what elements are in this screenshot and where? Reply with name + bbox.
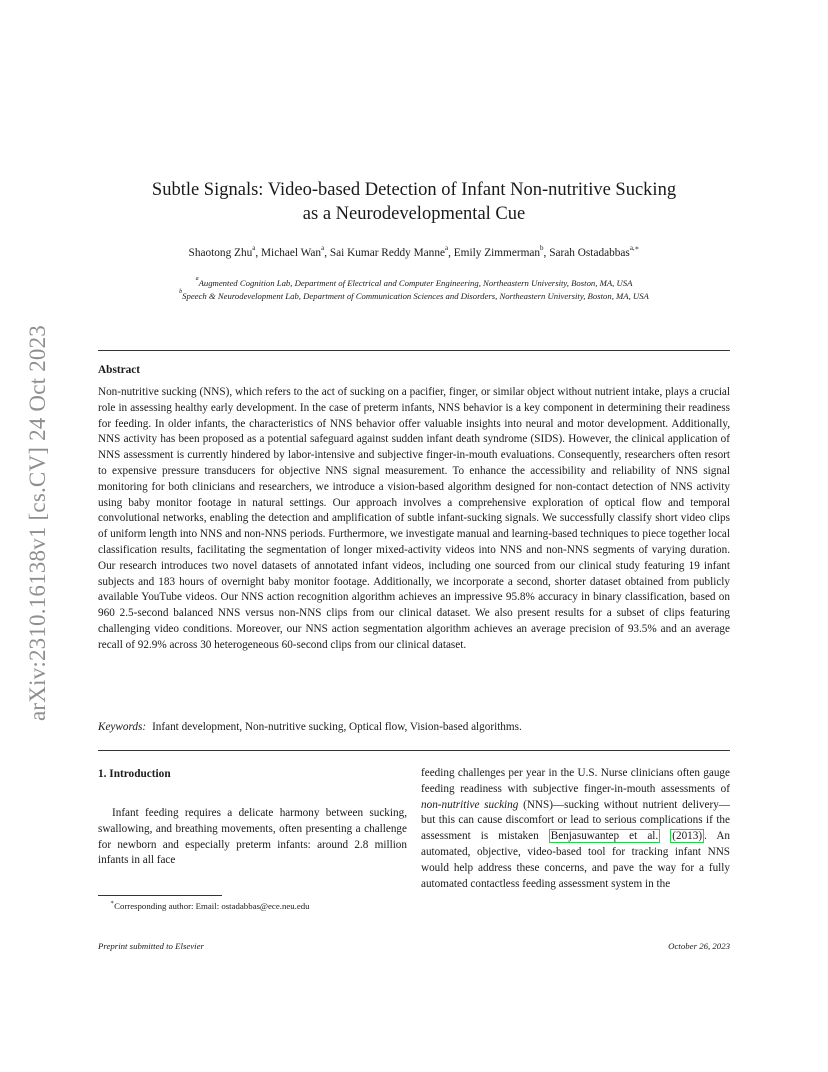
author-affiliation-mark: a <box>445 244 449 252</box>
intro-text: feeding challenges per year in the U.S. Nurse clinicians often gauge feeding readiness with subjective finger-in-mouth assessments of <box>421 767 730 795</box>
affiliation-mark: a <box>195 276 199 282</box>
keywords-label: Keywords: <box>98 721 147 733</box>
citation-year-link[interactable]: (2013) <box>672 830 703 843</box>
abstract-body: Non-nutritive sucking (NNS), which refers to the act of sucking on a pacifier, finger, or similar object without nutrient intake, plays a crucial role in assessing healthy early development. In the case of preterm infants, NNS behavior is a key component in determining their readiness for feeding. In older infants, the characteristics of NNS behavior offer valuable insights into neural and motor development. Additionally, NNS activity has been proposed as a potential safeguard against sudden infant death syndrome (SIDS). However, the clinical application of NNS assessment is currently hindered by labor-intensive and subjective finger-in-mouth evaluations. Consequently, researchers often resort to expensive pressure transducers for objective NNS signal measurement. To enhance the accessibility and reliability of NNS signal monitoring for both clinicians and researchers, we introduce a vision-based algorithm designed for non-contact detection of NNS activity using baby monitor footage in natural settings. Our approach involves a comprehensive exploration of optical flow and temporal convolutional networks, enabling the detection and amplification of subtle infant-sucking signals. We successfully classify short video clips of uniform length into NNS and non-NNS periods. Furthermore, we investigate manual and learning-based techniques to piece together local classification results, facilitating the segmentation of longer mixed-activity videos into NNS and non-NNS segments of varying duration. Our research introduces two novel datasets of annotated infant videos, including one sourced from our clinical study featuring 19 infant subjects and 183 hours of overnight baby monitor footage. Additionally, we incorporate a second, shorter dataset obtained from publicly available YouTube videos. Our NNS action recognition algorithm achieves an impressive 95.8% accuracy in binary classification, based on 960 2.5-second balanced NNS versus non-NNS clips from our clinical dataset. We also present results for a subset of clips featuring challenging video conditions. Moreover, our NNS action segmentation algorithm achieves an average precision of 93.5% and an average recall of 92.9% across 30 heterogeneous 60-second clips from our clinical dataset. <box>98 386 730 651</box>
arxiv-identifier <box>22 288 54 758</box>
author-name: Michael Wan <box>261 247 322 259</box>
affiliation-text: Speech & Neurodevelopment Lab, Department of Communication Sciences and Disorders, Northeastern University, Boston, MA, USA <box>182 291 649 301</box>
abstract-heading: Abstract <box>98 364 141 376</box>
preprint-note: Preprint submitted to Elsevier <box>98 941 204 951</box>
intro-right-column <box>421 766 730 892</box>
author-affiliation-mark: b <box>540 244 544 252</box>
citation-link[interactable]: Benjasuwantep et al. <box>550 830 659 843</box>
footnote-mark: ∗ <box>110 900 115 906</box>
keywords-list: Infant development, Non-nutritive sucking, Optical flow, Vision-based algorithms. <box>152 721 522 733</box>
footer-date: October 26, 2023 <box>668 941 730 951</box>
paper-title <box>98 178 730 226</box>
arxiv-identifier-text: arXiv:2310.16138v1 [cs.CV] 24 Oct 2023 <box>25 325 50 721</box>
intro-left-column: Infant feeding requires a delicate harmony between sucking, swallowing, and breathing movements, often presenting a challenge for newborn and especially preterm infants: around 2.8 million infants in all face <box>98 807 407 867</box>
author-name: Shaotong Zhu <box>188 247 253 259</box>
affiliation-text: Augmented Cognition Lab, Department of Electrical and Computer Engineering, Northeastern University, Boston, MA, USA <box>198 278 633 288</box>
intro-text: (NNS)—sucking without nutrient delivery—but this can cause discomfort or lead to serious complications if the assessment is mistaken <box>421 798 730 843</box>
footnote-divider <box>98 895 222 896</box>
title-line-1: Subtle Signals: Video-based Detection of Infant Non-nutritive Sucking <box>151 180 677 200</box>
affiliation <box>98 291 730 301</box>
intro-text: . An automated, objective, video-based tool for tracking infant NNS would help address these concerns, and pave the way for a fully automated contactless feeding assessment system in the <box>421 830 730 890</box>
title-line-2: as a Neurodevelopmental Cue <box>302 204 526 224</box>
author-affiliation-mark: a,∗ <box>629 244 640 252</box>
footnote <box>110 901 310 911</box>
section-heading: 1. Introduction <box>98 768 171 780</box>
affiliation-mark: b <box>179 289 183 295</box>
keywords <box>98 721 522 733</box>
author-list: Shaotong Zhu$^a$, Michael Wan$^a$, Sai Kumar Reddy Manne$^a$, Emily Zimmerman$^b$, Sarah Ostadabbas$^{a,∗}$ <box>188 244 640 259</box>
affiliation <box>98 278 730 288</box>
divider <box>98 350 730 351</box>
author-affiliation-mark: a <box>252 244 256 252</box>
divider <box>98 750 730 751</box>
author-affiliation-mark: a <box>321 244 325 252</box>
footnote-text: Corresponding author: Email: ostadabbas@ece.neu.edu <box>114 901 310 911</box>
intro-emphasis: non-nutritive sucking <box>421 798 519 811</box>
author-name: Sai Kumar Reddy Manne <box>329 247 445 259</box>
author-name: Emily Zimmerman <box>453 247 541 259</box>
author-name: Sarah Ostadabbas <box>549 247 630 259</box>
